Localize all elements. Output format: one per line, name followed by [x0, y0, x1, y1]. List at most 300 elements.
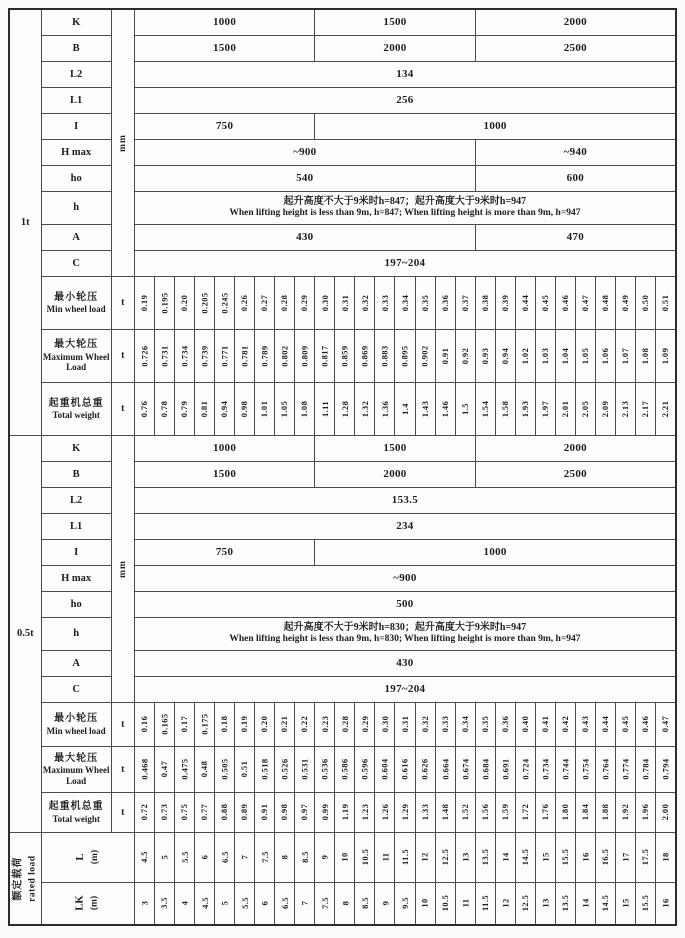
- dim-value-cell: 430: [134, 650, 676, 676]
- dim-row-label: h: [41, 617, 111, 650]
- wheel-value-cell: 0.526: [275, 746, 295, 792]
- span-value-cell: 12: [415, 832, 435, 882]
- span-value-cell: 9: [315, 832, 335, 882]
- span-value-cell: 8: [335, 882, 355, 925]
- dim-row-label: H max: [41, 139, 111, 165]
- wheel-value-cell: 0.734: [174, 329, 194, 382]
- dim-value-cell: 2000: [315, 461, 475, 487]
- wheel-value-cell: 1.32: [355, 382, 375, 435]
- wheel-value-cell: 1.56: [475, 792, 495, 832]
- dim-value-cell: 2000: [475, 9, 676, 35]
- wheel-value-cell: 0.20: [255, 702, 275, 746]
- wheel-value-cell: 0.19: [235, 702, 255, 746]
- wheel-value-cell: 0.23: [315, 702, 335, 746]
- span-value-cell: 7.5: [255, 832, 275, 882]
- span-value-cell: 16: [656, 882, 676, 925]
- wheel-value-cell: 0.47: [575, 276, 595, 329]
- span-value-cell: 8.5: [295, 832, 315, 882]
- span-value-cell: 15: [535, 832, 555, 882]
- wheel-unit-cell: t: [111, 702, 134, 746]
- wheel-value-cell: 0.48: [194, 746, 214, 792]
- dim-row-label: L2: [41, 487, 111, 513]
- wheel-value-cell: 0.73: [154, 792, 174, 832]
- wheel-value-cell: 0.626: [415, 746, 435, 792]
- dim-row: [9, 513, 676, 539]
- wheel-value-cell: 1.59: [495, 792, 515, 832]
- wheel-value-cell: 0.175: [194, 702, 214, 746]
- span-value-cell: 5: [215, 882, 235, 925]
- lifting-height-note-zh: 起升高度不大于9米时h=847；起升高度大于9米时h=947: [283, 195, 527, 207]
- span-value-cell: 12.5: [435, 832, 455, 882]
- wheel-value-cell: 0.774: [616, 746, 636, 792]
- wheel-value-cell: 0.45: [535, 276, 555, 329]
- dim-unit-cell: mm: [111, 435, 134, 702]
- wheel-value-cell: 0.94: [495, 329, 515, 382]
- wheel-value-cell: 0.468: [134, 746, 154, 792]
- wheel-value-cell: 1.08: [636, 329, 656, 382]
- wheel-value-cell: 1.05: [275, 382, 295, 435]
- rated-load-group-cell: 额定载荷 rated load: [9, 832, 41, 925]
- wheel-value-cell: 2.01: [555, 382, 575, 435]
- lifting-height-note-zh: 起升高度不大于9米时h=830；起升高度大于9米时h=947: [283, 621, 527, 633]
- dim-row-label: ho: [41, 591, 111, 617]
- span-value-cell: 11.5: [475, 882, 495, 925]
- wheel-unit-cell: t: [111, 276, 134, 329]
- wheel-value-cell: 0.744: [555, 746, 575, 792]
- dim-row-label: H max: [41, 565, 111, 591]
- wheel-row-label: 最大轮压 Maximum Wheel Load: [41, 746, 111, 792]
- wheel-value-cell: 1.28: [335, 382, 355, 435]
- dim-value-cell: 540: [134, 165, 475, 191]
- wheel-value-cell: 0.38: [475, 276, 495, 329]
- wheel-value-cell: 0.16: [134, 702, 154, 746]
- wheel-value-cell: 0.76: [134, 382, 154, 435]
- dim-row: [9, 139, 676, 165]
- span-value-cell: 17.5: [636, 832, 656, 882]
- span-row: [9, 832, 676, 882]
- wheel-value-cell: 0.30: [375, 702, 395, 746]
- wheel-value-cell: 1.5: [455, 382, 475, 435]
- wheel-value-cell: 0.726: [134, 329, 154, 382]
- wheel-value-cell: 0.48: [596, 276, 616, 329]
- wheel-value-cell: 2.21: [656, 382, 676, 435]
- span-value-cell: 6.5: [275, 882, 295, 925]
- wheel-value-cell: 1.76: [535, 792, 555, 832]
- wheel-value-cell: 0.794: [656, 746, 676, 792]
- dim-row: [9, 191, 676, 224]
- dim-row-label: L1: [41, 513, 111, 539]
- wheel-value-cell: 2.17: [636, 382, 656, 435]
- wheel-value-cell: 1.36: [375, 382, 395, 435]
- wheel-value-cell: 0.91: [255, 792, 275, 832]
- wheel-row: [9, 382, 676, 435]
- wheel-value-cell: 0.99: [315, 792, 335, 832]
- span-value-cell: 13: [535, 882, 555, 925]
- wheel-value-cell: 1.23: [355, 792, 375, 832]
- wheel-value-cell: 1.08: [295, 382, 315, 435]
- dim-value-cell: 1000: [315, 113, 676, 139]
- wheel-value-cell: 0.39: [495, 276, 515, 329]
- wheel-value-cell: 0.205: [194, 276, 214, 329]
- wheel-value-cell: 0.28: [275, 276, 295, 329]
- span-value-cell: 10.5: [435, 882, 455, 925]
- dim-value-cell: [134, 617, 676, 650]
- dim-row-label: ho: [41, 165, 111, 191]
- span-value-cell: 14.5: [515, 832, 535, 882]
- span-value-cell: 3.5: [154, 882, 174, 925]
- dim-unit-cell: mm: [111, 9, 134, 276]
- wheel-value-cell: 1.48: [435, 792, 455, 832]
- dim-row: [9, 591, 676, 617]
- wheel-value-cell: 2.09: [596, 382, 616, 435]
- span-value-cell: 16: [575, 832, 595, 882]
- wheel-value-cell: 0.31: [335, 276, 355, 329]
- wheel-value-cell: 0.22: [295, 702, 315, 746]
- span-value-cell: 5.5: [174, 832, 194, 882]
- lifting-height-note-en: When lifting height is less than 9m, h=830; When lifting height is more than 9m, h=947: [229, 634, 581, 645]
- wheel-value-cell: 1.52: [455, 792, 475, 832]
- wheel-value-cell: 1.02: [515, 329, 535, 382]
- wheel-value-cell: 1.03: [535, 329, 555, 382]
- dim-value-cell: 1500: [134, 461, 314, 487]
- wheel-value-cell: 0.98: [275, 792, 295, 832]
- span-value-cell: 6.5: [215, 832, 235, 882]
- wheel-unit-cell: t: [111, 329, 134, 382]
- wheel-value-cell: 0.51: [656, 276, 676, 329]
- dim-value-cell: 500: [134, 591, 676, 617]
- dim-value-cell: 2500: [475, 461, 676, 487]
- span-value-cell: 11: [455, 882, 475, 925]
- wheel-value-cell: 0.739: [194, 329, 214, 382]
- wheel-value-cell: 1.04: [555, 329, 575, 382]
- wheel-value-cell: 0.36: [435, 276, 455, 329]
- span-value-cell: 17: [616, 832, 636, 882]
- dim-value-cell: 1500: [134, 35, 314, 61]
- wheel-value-cell: 0.869: [355, 329, 375, 382]
- dim-value-cell: 1500: [315, 9, 475, 35]
- wheel-value-cell: 0.754: [575, 746, 595, 792]
- dim-row: [9, 250, 676, 276]
- wheel-value-cell: 0.809: [295, 329, 315, 382]
- wheel-value-cell: 0.51: [235, 746, 255, 792]
- dim-value-cell: 1500: [315, 435, 475, 461]
- dim-row-label: C: [41, 676, 111, 702]
- wheel-value-cell: 0.97: [295, 792, 315, 832]
- wheel-value-cell: 0.49: [616, 276, 636, 329]
- dim-row: [9, 35, 676, 61]
- span-value-cell: 3: [134, 882, 154, 925]
- load-label-cell-1t: 1t: [9, 9, 41, 435]
- wheel-value-cell: 0.586: [335, 746, 355, 792]
- wheel-value-cell: 0.41: [535, 702, 555, 746]
- wheel-value-cell: 0.664: [435, 746, 455, 792]
- wheel-unit-cell: t: [111, 382, 134, 435]
- dim-value-cell: ~900: [134, 139, 475, 165]
- wheel-value-cell: 1.05: [575, 329, 595, 382]
- wheel-value-cell: 0.33: [435, 702, 455, 746]
- dim-value-cell: 750: [134, 539, 314, 565]
- span-value-cell: 7: [295, 882, 315, 925]
- wheel-value-cell: 0.37: [455, 276, 475, 329]
- wheel-value-cell: 0.46: [555, 276, 575, 329]
- wheel-value-cell: 0.32: [355, 276, 375, 329]
- wheel-value-cell: 0.518: [255, 746, 275, 792]
- wheel-value-cell: 0.20: [174, 276, 194, 329]
- wheel-value-cell: 2.00: [656, 792, 676, 832]
- wheel-value-cell: 0.18: [215, 702, 235, 746]
- wheel-value-cell: 0.75: [174, 792, 194, 832]
- span-value-cell: 16.5: [596, 832, 616, 882]
- dim-row: [9, 87, 676, 113]
- wheel-value-cell: 0.92: [455, 329, 475, 382]
- span-value-cell: 9.5: [395, 882, 415, 925]
- span-value-cell: 15: [616, 882, 636, 925]
- wheel-value-cell: 0.902: [415, 329, 435, 382]
- dim-value-cell: 2000: [475, 435, 676, 461]
- wheel-unit-cell: t: [111, 746, 134, 792]
- span-value-cell: 11.5: [395, 832, 415, 882]
- wheel-value-cell: 1.80: [555, 792, 575, 832]
- wheel-value-cell: 0.29: [295, 276, 315, 329]
- wheel-value-cell: 0.42: [555, 702, 575, 746]
- dim-row: [9, 224, 676, 250]
- wheel-row-label: 起重机总重 Total weight: [41, 792, 111, 832]
- dim-value-cell: 234: [134, 513, 676, 539]
- dim-value-cell: ~900: [134, 565, 676, 591]
- span-value-cell: 18: [656, 832, 676, 882]
- wheel-value-cell: 2.13: [616, 382, 636, 435]
- wheel-value-cell: 0.98: [235, 382, 255, 435]
- wheel-value-cell: 0.47: [656, 702, 676, 746]
- dim-row-label: I: [41, 113, 111, 139]
- wheel-value-cell: 0.674: [455, 746, 475, 792]
- dim-value-cell: 134: [134, 61, 676, 87]
- span-value-cell: 13.5: [475, 832, 495, 882]
- dim-value-cell: 470: [475, 224, 676, 250]
- span-value-cell: 10: [335, 832, 355, 882]
- span-value-cell: 10: [415, 882, 435, 925]
- wheel-value-cell: 0.883: [375, 329, 395, 382]
- wheel-value-cell: 1.06: [596, 329, 616, 382]
- dim-value-cell: 2500: [475, 35, 676, 61]
- span-value-cell: 4.5: [194, 882, 214, 925]
- wheel-value-cell: 0.72: [134, 792, 154, 832]
- span-value-cell: 4.5: [134, 832, 154, 882]
- wheel-value-cell: 1.01: [255, 382, 275, 435]
- wheel-value-cell: 0.817: [315, 329, 335, 382]
- wheel-value-cell: 0.94: [215, 382, 235, 435]
- wheel-row: [9, 329, 676, 382]
- span-value-cell: 15.5: [555, 832, 575, 882]
- wheel-value-cell: 1.88: [596, 792, 616, 832]
- wheel-value-cell: 1.19: [335, 792, 355, 832]
- span-value-cell: 5.5: [235, 882, 255, 925]
- dim-value-cell: 1000: [134, 9, 314, 35]
- wheel-value-cell: 0.684: [475, 746, 495, 792]
- dim-row: [9, 165, 676, 191]
- span-row-label: LK (m): [41, 882, 134, 925]
- wheel-value-cell: 0.859: [335, 329, 355, 382]
- wheel-row: [9, 746, 676, 792]
- wheel-row: [9, 702, 676, 746]
- span-value-cell: 7: [235, 832, 255, 882]
- span-value-cell: 6: [194, 832, 214, 882]
- wheel-value-cell: 0.789: [255, 329, 275, 382]
- wheel-value-cell: 1.92: [616, 792, 636, 832]
- dim-value-cell: 600: [475, 165, 676, 191]
- wheel-value-cell: 0.88: [215, 792, 235, 832]
- dim-value-cell: 256: [134, 87, 676, 113]
- wheel-value-cell: 1.93: [515, 382, 535, 435]
- dim-value-cell: 1000: [315, 539, 676, 565]
- wheel-row: [9, 792, 676, 832]
- dim-value-cell: 2000: [315, 35, 475, 61]
- wheel-value-cell: 0.802: [275, 329, 295, 382]
- dim-row: [9, 435, 676, 461]
- wheel-value-cell: 0.89: [235, 792, 255, 832]
- wheel-value-cell: 1.09: [656, 329, 676, 382]
- dim-row: [9, 676, 676, 702]
- span-value-cell: 4: [174, 882, 194, 925]
- wheel-value-cell: 1.11: [315, 382, 335, 435]
- wheel-value-cell: 0.35: [415, 276, 435, 329]
- dim-row-label: L1: [41, 87, 111, 113]
- wheel-unit-cell: t: [111, 792, 134, 832]
- dim-row-label: A: [41, 650, 111, 676]
- wheel-value-cell: 0.771: [215, 329, 235, 382]
- wheel-value-cell: 0.44: [596, 702, 616, 746]
- wheel-value-cell: 0.19: [134, 276, 154, 329]
- wheel-value-cell: 0.32: [415, 702, 435, 746]
- wheel-value-cell: 1.43: [415, 382, 435, 435]
- dim-row: [9, 617, 676, 650]
- wheel-value-cell: 1.46: [435, 382, 455, 435]
- wheel-value-cell: 0.691: [495, 746, 515, 792]
- span-value-cell: 13.5: [555, 882, 575, 925]
- wheel-value-cell: 0.195: [154, 276, 174, 329]
- wheel-value-cell: 0.29: [355, 702, 375, 746]
- dim-value-cell: [134, 191, 676, 224]
- span-value-cell: 5: [154, 832, 174, 882]
- wheel-value-cell: 0.505: [215, 746, 235, 792]
- span-value-cell: 14.5: [596, 882, 616, 925]
- wheel-value-cell: 0.40: [515, 702, 535, 746]
- span-value-cell: 14: [575, 882, 595, 925]
- wheel-value-cell: 1.33: [415, 792, 435, 832]
- dim-row-label: K: [41, 435, 111, 461]
- wheel-value-cell: 1.29: [395, 792, 415, 832]
- wheel-value-cell: 0.34: [455, 702, 475, 746]
- crane-spec-table: [8, 8, 677, 926]
- dim-value-cell: 197~204: [134, 676, 676, 702]
- span-value-cell: 8.5: [355, 882, 375, 925]
- dim-row: [9, 113, 676, 139]
- dim-row: [9, 9, 676, 35]
- wheel-value-cell: 1.72: [515, 792, 535, 832]
- span-value-cell: 11: [375, 832, 395, 882]
- wheel-value-cell: 0.91: [435, 329, 455, 382]
- wheel-row-label: 起重机总重 Total weight: [41, 382, 111, 435]
- wheel-value-cell: 0.616: [395, 746, 415, 792]
- wheel-value-cell: 0.45: [616, 702, 636, 746]
- wheel-value-cell: 0.50: [636, 276, 656, 329]
- dim-row: [9, 539, 676, 565]
- span-value-cell: 13: [455, 832, 475, 882]
- wheel-value-cell: 0.44: [515, 276, 535, 329]
- dim-row: [9, 650, 676, 676]
- wheel-value-cell: 0.43: [575, 702, 595, 746]
- span-value-cell: 7.5: [315, 882, 335, 925]
- span-row: [9, 882, 676, 925]
- wheel-value-cell: 1.4: [395, 382, 415, 435]
- span-row-label: L (m): [41, 832, 134, 882]
- wheel-value-cell: 1.96: [636, 792, 656, 832]
- dim-value-cell: 750: [134, 113, 314, 139]
- wheel-value-cell: 0.26: [235, 276, 255, 329]
- wheel-value-cell: 0.78: [154, 382, 174, 435]
- dim-row: [9, 565, 676, 591]
- span-value-cell: 6: [255, 882, 275, 925]
- wheel-value-cell: 0.734: [535, 746, 555, 792]
- wheel-value-cell: 0.784: [636, 746, 656, 792]
- dim-value-cell: 197~204: [134, 250, 676, 276]
- wheel-row-label: 最小轮压 Min wheel load: [41, 702, 111, 746]
- span-value-cell: 9: [375, 882, 395, 925]
- wheel-value-cell: 0.93: [475, 329, 495, 382]
- wheel-value-cell: 0.764: [596, 746, 616, 792]
- wheel-value-cell: 0.77: [194, 792, 214, 832]
- dim-row: [9, 461, 676, 487]
- dim-row-label: B: [41, 35, 111, 61]
- dim-row-label: C: [41, 250, 111, 276]
- wheel-value-cell: 0.245: [215, 276, 235, 329]
- wheel-value-cell: 0.36: [495, 702, 515, 746]
- wheel-row-label: 最小轮压 Min wheel load: [41, 276, 111, 329]
- dim-row-label: L2: [41, 61, 111, 87]
- span-value-cell: 12.5: [515, 882, 535, 925]
- wheel-value-cell: 0.33: [375, 276, 395, 329]
- wheel-value-cell: 0.35: [475, 702, 495, 746]
- wheel-value-cell: 0.165: [154, 702, 174, 746]
- span-value-cell: 12: [495, 882, 515, 925]
- wheel-value-cell: 0.47: [154, 746, 174, 792]
- dim-row-label: I: [41, 539, 111, 565]
- wheel-value-cell: 0.731: [154, 329, 174, 382]
- wheel-value-cell: 1.54: [475, 382, 495, 435]
- wheel-value-cell: 0.28: [335, 702, 355, 746]
- span-value-cell: 14: [495, 832, 515, 882]
- wheel-value-cell: 0.781: [235, 329, 255, 382]
- dim-row: [9, 487, 676, 513]
- wheel-value-cell: 0.34: [395, 276, 415, 329]
- wheel-value-cell: 0.46: [636, 702, 656, 746]
- wheel-value-cell: 0.30: [315, 276, 335, 329]
- lifting-height-note-en: When lifting height is less than 9m, h=847; When lifting height is more than 9m, h=947: [229, 208, 581, 219]
- wheel-value-cell: 0.475: [174, 746, 194, 792]
- span-value-cell: 15.5: [636, 882, 656, 925]
- dim-row-label: h: [41, 191, 111, 224]
- wheel-value-cell: 0.604: [375, 746, 395, 792]
- wheel-value-cell: 0.31: [395, 702, 415, 746]
- span-value-cell: 8: [275, 832, 295, 882]
- wheel-value-cell: 1.84: [575, 792, 595, 832]
- wheel-value-cell: 0.536: [315, 746, 335, 792]
- wheel-value-cell: 0.724: [515, 746, 535, 792]
- dim-row: [9, 61, 676, 87]
- wheel-value-cell: 1.07: [616, 329, 636, 382]
- wheel-value-cell: 0.531: [295, 746, 315, 792]
- span-value-cell: 10.5: [355, 832, 375, 882]
